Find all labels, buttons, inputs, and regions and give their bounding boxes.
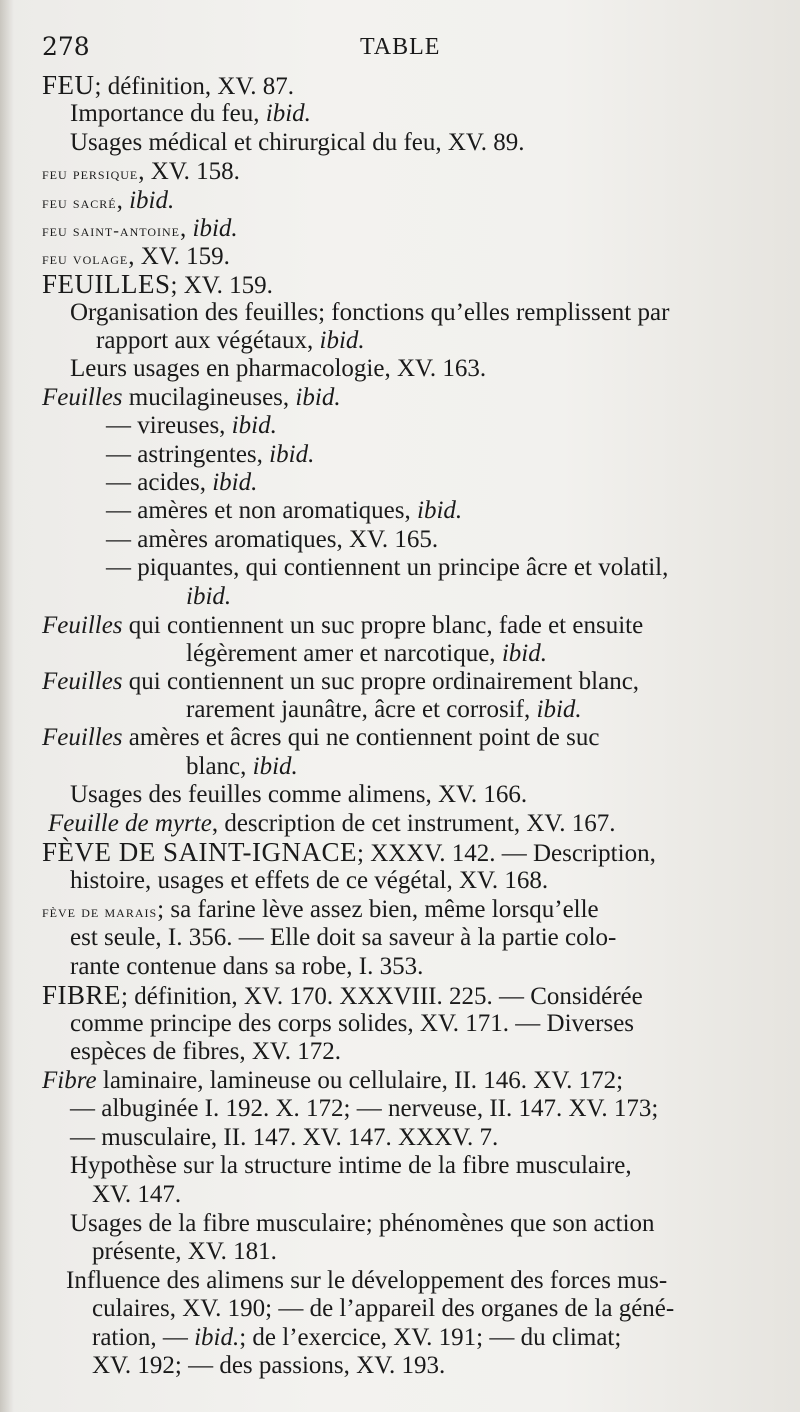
entry-text: est seule, I. 356. — Elle doit sa saveur à la partie colo- (70, 924, 617, 951)
entry-text: comme principe des corps solides, XV. 171. — Diverses (70, 1010, 635, 1037)
index-line (42, 612, 643, 640)
entry-text: , (116, 187, 130, 214)
entry-text: Influence des alimens sur le développement des forces mus- (66, 1267, 668, 1294)
index-line (42, 838, 656, 868)
entry-text: , XV. 159. (128, 243, 230, 270)
entry-headword: FÈVE DE SAINT-IGNACE (42, 837, 357, 867)
index-line (92, 1324, 621, 1352)
entry-text: ; XV. 159. (170, 272, 273, 299)
entry-text: — musculaire, II. 147. XV. 147. XXXV. 7. (70, 1124, 499, 1151)
entry-text: qui contiennent un suc propre ordinairement blanc, (122, 668, 640, 695)
index-line (70, 1010, 634, 1038)
entry-text: ; XXXV. 142. — Description, (357, 840, 656, 867)
index-line (42, 215, 238, 245)
index-line (42, 270, 273, 300)
italic-text: ibid. (295, 384, 341, 411)
index-line (70, 299, 669, 327)
italic-text: Fibre (42, 1067, 97, 1094)
index-line (70, 953, 423, 981)
entry-headword: feu persique (42, 164, 139, 183)
italic-text: ibid. (501, 640, 547, 667)
index-line (186, 583, 231, 611)
italic-text: ibid. (269, 441, 315, 468)
entry-text: qui contiennent un suc propre blanc, fade et ensuite (122, 612, 644, 639)
entry-text: XV. 192; — des passions, XV. 193. (92, 1352, 446, 1379)
page-number: 278 (42, 32, 90, 61)
index-line (106, 441, 314, 469)
index-line (70, 1152, 632, 1180)
italic-text: Feuilles (42, 612, 123, 639)
entry-text: Importance du feu, (70, 100, 266, 127)
entry-text: histoire, usages et effets de ce végétal, XV. 168. (70, 867, 549, 894)
page-header (42, 32, 758, 66)
entry-text: — vireuses, (106, 412, 232, 439)
entry-text: présente, XV. 181. (92, 1238, 277, 1265)
italic-text: ibid. (192, 215, 238, 242)
index-line (186, 696, 582, 724)
index-line (42, 187, 174, 217)
entry-headword: feu volage (42, 249, 129, 268)
index-line (106, 526, 438, 554)
index-line (70, 1095, 658, 1123)
entry-text: , XV. 158. (138, 158, 240, 185)
entry-text: — piquantes, qui contiennent un principe âcre et volatil, (106, 554, 669, 581)
entry-headword: feu sacré (42, 193, 117, 212)
entry-text: rarement jaunâtre, âcre et corrosif, (186, 696, 537, 723)
entry-text: Leurs usages en pharmacologie, XV. 163. (70, 355, 487, 382)
entry-text: ration, — (92, 1324, 195, 1351)
entry-text: , (180, 215, 193, 242)
italic-text: Feuilles (42, 724, 123, 751)
index-line (70, 1038, 341, 1066)
italic-text: ibid. (536, 696, 582, 723)
entry-text: espèces de fibres, XV. 172. (70, 1038, 341, 1065)
index-line (70, 1124, 498, 1152)
italic-text: ibid. (129, 187, 175, 214)
index-line (48, 810, 615, 838)
index-line (186, 753, 298, 781)
entry-text: Usages des feuilles comme alimens, XV. 166. (70, 781, 528, 808)
italic-text: Feuilles (42, 384, 123, 411)
index-line (70, 100, 311, 128)
index-line (70, 129, 525, 157)
index-line (42, 1067, 623, 1095)
entry-text: amères et âcres qui ne contiennent point de suc (122, 724, 600, 751)
index-line (42, 668, 639, 696)
entry-headword: FIBRE (42, 980, 122, 1010)
italic-text: ibid. (417, 497, 463, 524)
italic-text: ibid. (265, 100, 311, 127)
entry-text: XV. 147. (92, 1181, 182, 1208)
italic-text: Feuille de myrte (48, 810, 212, 837)
entry-text: ; définition, XV. 87. (94, 73, 295, 100)
entry-text: — astringentes, (106, 441, 270, 468)
entry-text: mucilagineuses, (122, 384, 296, 411)
entry-text: — albuginée I. 192. X. 172; — nerveuse, II. 147. XV. 173; (70, 1095, 659, 1122)
entry-text: ; de l’exercice, XV. 191; — du climat; (239, 1324, 622, 1351)
entry-text: rante contenue dans sa robe, I. 353. (70, 953, 424, 980)
entry-text: — acides, (106, 469, 213, 496)
entry-text: Usages de la fibre musculaire; phénomènes que son action (70, 1210, 655, 1237)
italic-text: ibid. (319, 327, 365, 354)
entry-text: — amères et non aromatiques, (106, 497, 418, 524)
index-line (70, 781, 527, 809)
italic-text: ibid. (212, 469, 258, 496)
index-line (42, 384, 341, 412)
index-line (92, 1238, 277, 1266)
index-line (66, 1267, 667, 1295)
index-line (92, 1181, 181, 1209)
index-line (106, 497, 462, 525)
index-line (106, 412, 277, 440)
entry-text: culaires, XV. 190; — de l’appareil des organes de la géné- (92, 1295, 675, 1322)
entry-text: , description de cet instrument, XV. 167. (211, 810, 616, 837)
italic-text: ibid. (186, 583, 232, 610)
running-title: TABLE (360, 34, 441, 60)
index-line (70, 1210, 655, 1238)
entry-text: Usages médical et chirurgical du feu, XV. 89. (70, 129, 525, 156)
italic-text: Feuilles (42, 668, 123, 695)
index-line (42, 896, 599, 926)
index-line (70, 355, 486, 383)
index-line (106, 554, 668, 582)
index-line (70, 867, 548, 895)
italic-text: ibid. (231, 412, 277, 439)
entry-text: rapport aux végétaux, (96, 327, 320, 354)
entry-headword: FEUILLES (42, 269, 171, 299)
entry-text: — amères aromatiques, XV. 165. (106, 526, 439, 553)
entry-text: ; définition, XV. 170. XXXVIII. 225. — Considérée (121, 983, 643, 1010)
index-line (42, 158, 240, 188)
entry-headword: FEU (42, 70, 95, 100)
index-line (70, 924, 616, 952)
entry-text: ; sa farine lève assez bien, même lorsqu’elle (157, 896, 599, 923)
entry-text: légèrement amer et narcotique, (186, 640, 502, 667)
entry-text: Organisation des feuilles; fonctions qu’elles remplissent par (70, 299, 670, 326)
entry-text: blanc, (186, 753, 253, 780)
entry-text: Hypothèse sur la structure intime de la fibre musculaire, (70, 1152, 632, 1179)
italic-text: ibid. (252, 753, 298, 780)
index-line (42, 71, 294, 101)
entry-headword: feu saint-antoine (42, 221, 181, 240)
index-line (92, 1295, 674, 1323)
index-line (106, 469, 257, 497)
index-line (42, 981, 643, 1011)
italic-text: ibid. (194, 1324, 240, 1351)
index-line (186, 640, 547, 668)
index-line (92, 1352, 445, 1380)
entry-text: laminaire, lamineuse ou cellulaire, II. 146. XV. 172; (96, 1067, 624, 1094)
entry-headword: fève de marais (42, 902, 158, 921)
index-line (96, 327, 365, 355)
index-line (42, 724, 599, 752)
